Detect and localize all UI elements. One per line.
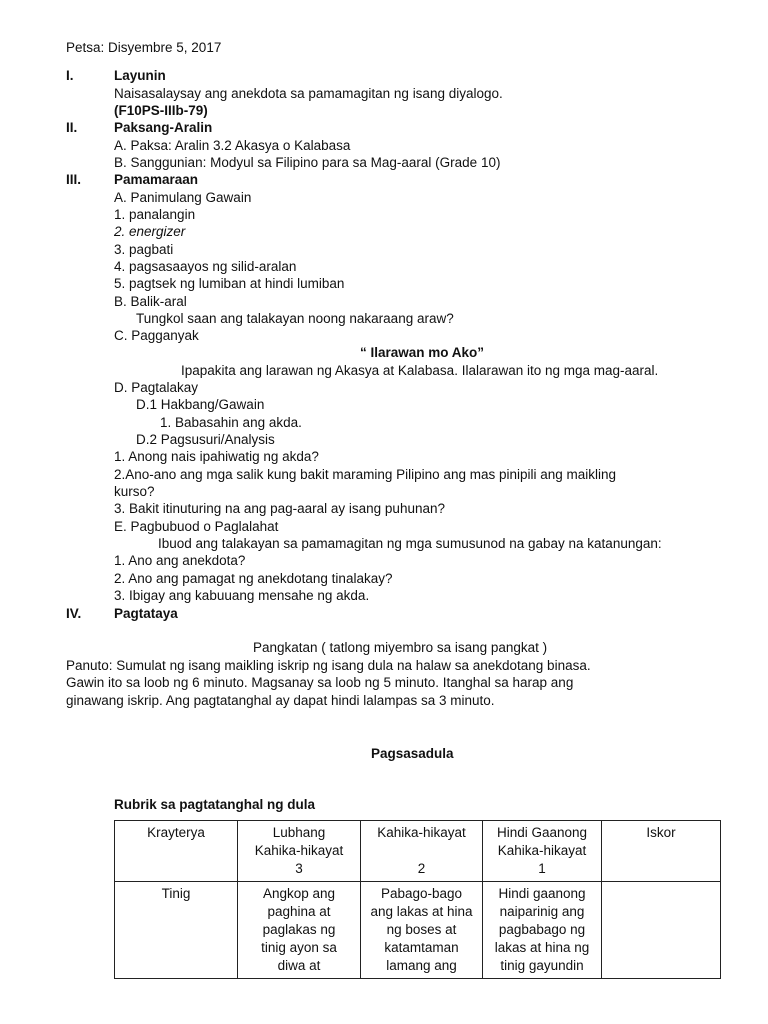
date-line: Petsa: Disyembre 5, 2017 xyxy=(66,40,222,55)
section-2-number: II. xyxy=(66,120,78,135)
question-1: 1. Anong nais ipahiwatig ng akda? xyxy=(114,449,319,464)
competency-code: (F10PS-IIIb-79) xyxy=(114,103,208,118)
section-1-number: I. xyxy=(66,68,74,83)
review-text: Tungkol saan ang talakayan noong nakaraang araw? xyxy=(136,311,454,326)
header-score: Iskor xyxy=(602,821,721,882)
list-item: 2. Ano ang pamagat ng anekdotang tinalakay? xyxy=(114,571,393,586)
directions-line: Panuto: Sumulat ng isang maikling iskrip ng isang dula na halaw sa anekdotang binasa. xyxy=(66,658,591,673)
subsection-b: B. Balik-aral xyxy=(114,294,187,309)
motivation-text: Ipapakita ang larawan ng Akasya at Kalabasa. Ilalarawan ito ng mga mag-aaral. xyxy=(181,363,659,378)
reference-line: B. Sanggunian: Modyul sa Filipino para sa Mag-aaral (Grade 10) xyxy=(114,155,501,170)
criteria-cell: Tinig xyxy=(115,882,238,979)
rubric-table xyxy=(114,820,721,979)
subsection-d2: D.2 Pagsusuri/Analysis xyxy=(136,432,275,447)
section-3-title: Pamamaraan xyxy=(114,172,199,187)
list-item: 5. pagtsek ng lumiban at hindi lumiban xyxy=(114,276,345,291)
list-item: 3. pagbati xyxy=(114,242,174,257)
subsection-d1: D.1 Hakbang/Gawain xyxy=(136,397,265,412)
section-1-title: Layunin xyxy=(114,68,166,83)
rubric-cell: Pabago-bago ang lakas at hina ng boses at katamtaman lamang ang xyxy=(361,882,483,979)
subsection-e: E. Pagbubuod o Paglalahat xyxy=(114,519,279,534)
section-4-number: IV. xyxy=(66,606,82,621)
subsection-c: C. Pagganyak xyxy=(114,328,199,343)
rubric-title: Rubrik sa pagtatanghal ng dula xyxy=(114,797,316,812)
list-item: 3. Ibigay ang kabuuang mensahe ng akda. xyxy=(114,588,370,603)
directions-line: ginawang iskrip. Ang pagtatanghal ay dapat hindi lalampas sa 3 minuto. xyxy=(66,693,495,708)
list-item: 1. Babasahin ang akda. xyxy=(160,415,302,430)
list-item: 1. Ano ang anekdota? xyxy=(114,553,246,568)
table-row xyxy=(115,821,721,882)
section-3-number: III. xyxy=(66,172,82,187)
header-score-3: Lubhang Kahika-hikayat 3 xyxy=(238,821,361,882)
subsection-a: A. Panimulang Gawain xyxy=(114,190,252,205)
header-criteria: Krayterya xyxy=(115,821,238,882)
topic-line: A. Paksa: Aralin 3.2 Akasya o Kalabasa xyxy=(114,138,351,153)
objective-text: Naisasalaysay ang anekdota sa pamamagitan ng isang diyalogo. xyxy=(114,86,503,101)
question-3: 3. Bakit itinuturing na ang pag-aaral ay isang puhunan? xyxy=(114,501,445,516)
rubric-cell: Hindi gaanong naiparinig ang pagbabago ng lakas at hina ng tinig gayundin xyxy=(483,882,602,979)
directions-line: Gawin ito sa loob ng 6 minuto. Magsanay sa loob ng 5 minuto. Itanghal sa harap ang xyxy=(66,675,574,690)
table-row xyxy=(115,882,721,979)
activity-title: Pagsasadula xyxy=(371,746,454,761)
question-2: 2.Ano-ano ang mga salik kung bakit maraming Pilipino ang mas pinipili ang maikling xyxy=(114,467,617,482)
question-2-continued: kurso? xyxy=(114,484,155,499)
list-item: 4. pagsasaayos ng silid-aralan xyxy=(114,259,297,274)
summary-text: Ibuod ang talakayan sa pamamagitan ng mga sumusunod na gabay na katanungan: xyxy=(158,536,662,551)
header-score-1: Hindi Gaanong Kahika-hikayat 1 xyxy=(483,821,602,882)
section-2-title: Paksang-Aralin xyxy=(114,120,213,135)
list-item: 2. energizer xyxy=(114,224,186,239)
rubric-cell: Angkop ang paghina at paglakas ng tinig ayon sa diwa at xyxy=(238,882,361,979)
group-instruction: Pangkatan ( tatlong miyembro sa isang pangkat ) xyxy=(253,640,548,655)
list-item: 1. panalangin xyxy=(114,207,196,222)
section-4-title: Pagtataya xyxy=(114,606,178,621)
subsection-d: D. Pagtalakay xyxy=(114,380,199,395)
header-score-2: Kahika-hikayat 2 xyxy=(361,821,483,882)
score-cell xyxy=(602,882,721,979)
motivation-title: “ Ilarawan mo Ako” xyxy=(360,345,485,360)
